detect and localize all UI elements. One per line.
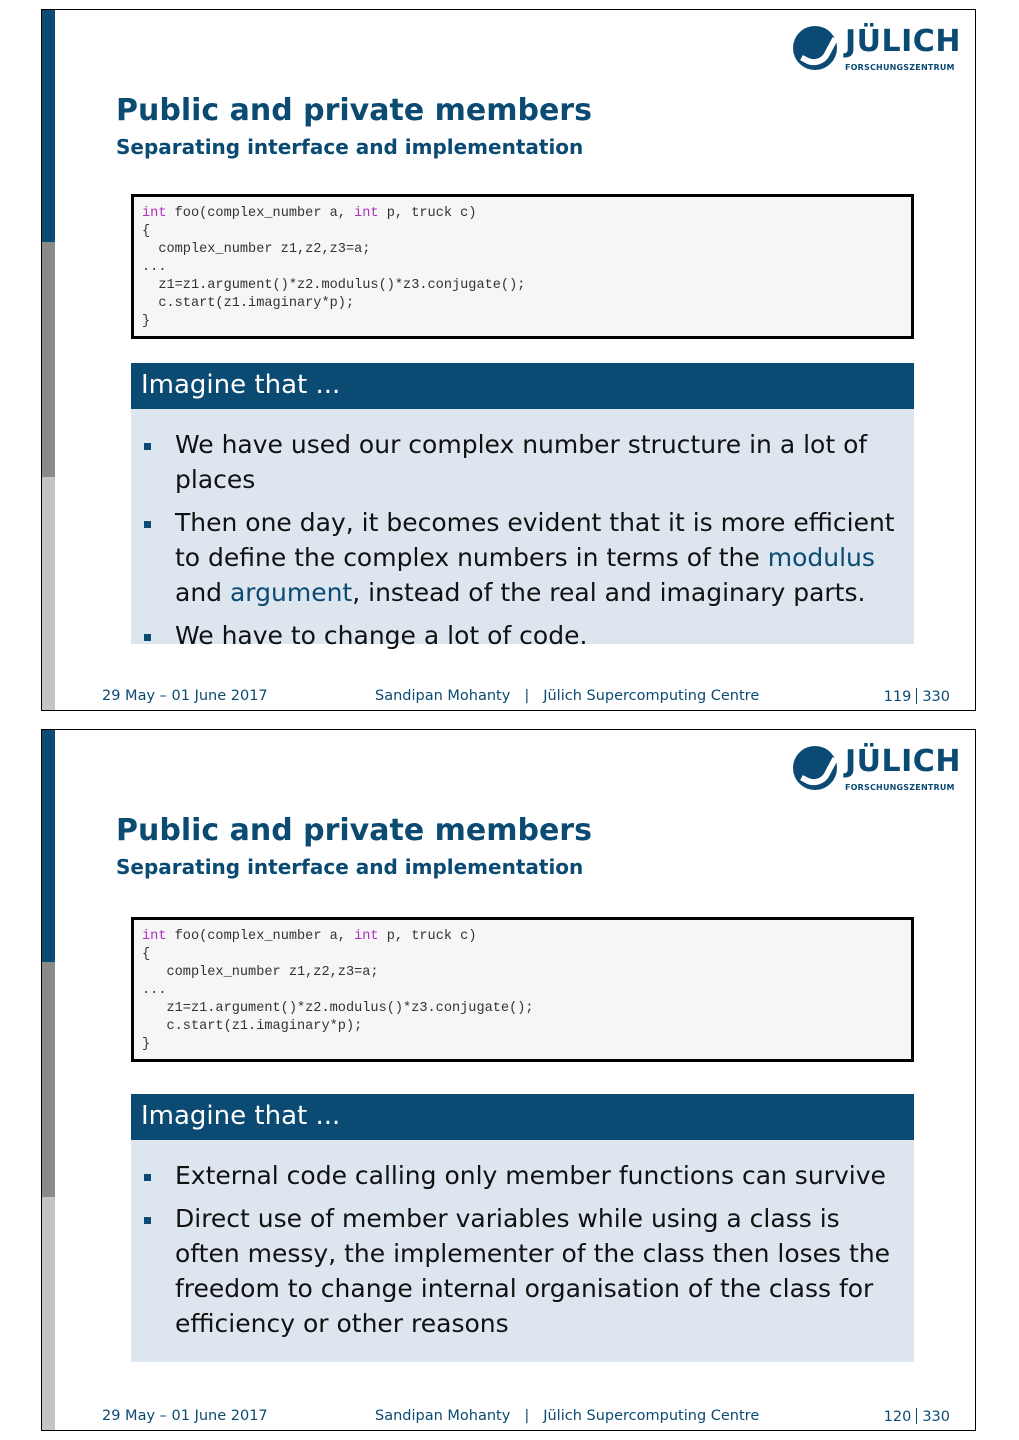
slide-119	[41, 9, 976, 711]
logo-subtitle: FORSCHUNGSZENTRUM	[845, 783, 955, 792]
slide-title: Public and private members	[116, 813, 592, 848]
left-stripe-decoration	[42, 10, 68, 710]
code-line-1: int foo(complex_number a, int p, truck c)	[142, 206, 477, 221]
footer-author-org: Sandipan Mohanty | Jülich Supercomputing Centre	[375, 688, 760, 704]
code-listing	[131, 917, 914, 1062]
highlight-term: argument	[229, 578, 353, 607]
bullet-item: We have to change a lot of code.	[175, 618, 906, 653]
imagine-block	[131, 363, 914, 650]
bullet-item: Direct use of member variables while using a class is often messy, the implementer of the class then loses the freedom to change internal organisation of the class for efficiency or other reasons	[175, 1201, 906, 1341]
bullet-list	[131, 1140, 914, 1341]
highlight-term: modulus	[767, 543, 875, 572]
slide-120	[41, 729, 976, 1431]
imagine-block	[131, 1094, 914, 1362]
footer-page-number: 120 330	[883, 1409, 950, 1425]
left-stripe-decoration	[42, 730, 68, 1430]
slide-title: Public and private members	[116, 93, 592, 128]
footer-date: 29 May – 01 June 2017	[102, 1408, 268, 1424]
bullet-item: We have used our complex number structure in a lot of places	[175, 427, 906, 497]
code-listing	[131, 194, 914, 339]
code-line-1: int foo(complex_number a, int p, truck c)	[142, 929, 477, 944]
juelich-logo	[793, 24, 961, 80]
juelich-logo-icon	[793, 746, 837, 790]
logo-subtitle: FORSCHUNGSZENTRUM	[845, 63, 955, 72]
code-body: { complex_number z1,z2,z3=a; ... z1=z1.argument()*z2.modulus()*z3.conjugate(); c.start(z1.imaginary*p); }	[142, 947, 534, 1052]
bullet-list	[131, 409, 914, 653]
logo-wordmark: JÜLICH	[845, 744, 961, 779]
juelich-logo-icon	[793, 26, 837, 70]
footer-author-org: Sandipan Mohanty | Jülich Supercomputing Centre	[375, 1408, 760, 1424]
footer-date: 29 May – 01 June 2017	[102, 688, 268, 704]
footer-page-number: 119 330	[883, 689, 950, 705]
code-body: { complex_number z1,z2,z3=a; ... z1=z1.argument()*z2.modulus()*z3.conjugate(); c.start(z1.imaginary*p); }	[142, 224, 526, 329]
bullet-item: Then one day, it becomes evident that it is more efficient to define the complex numbers in terms of the modulus and argument, instead of the real and imaginary parts.	[175, 505, 906, 610]
logo-wordmark: JÜLICH	[845, 24, 961, 59]
juelich-logo	[793, 744, 961, 800]
slide-subtitle: Separating interface and implementation	[116, 855, 584, 879]
bullet-item: External code calling only member functions can survive	[175, 1158, 906, 1193]
slide-subtitle: Separating interface and implementation	[116, 135, 584, 159]
block-title: Imagine that ...	[131, 1094, 914, 1140]
block-title: Imagine that ...	[131, 363, 914, 409]
